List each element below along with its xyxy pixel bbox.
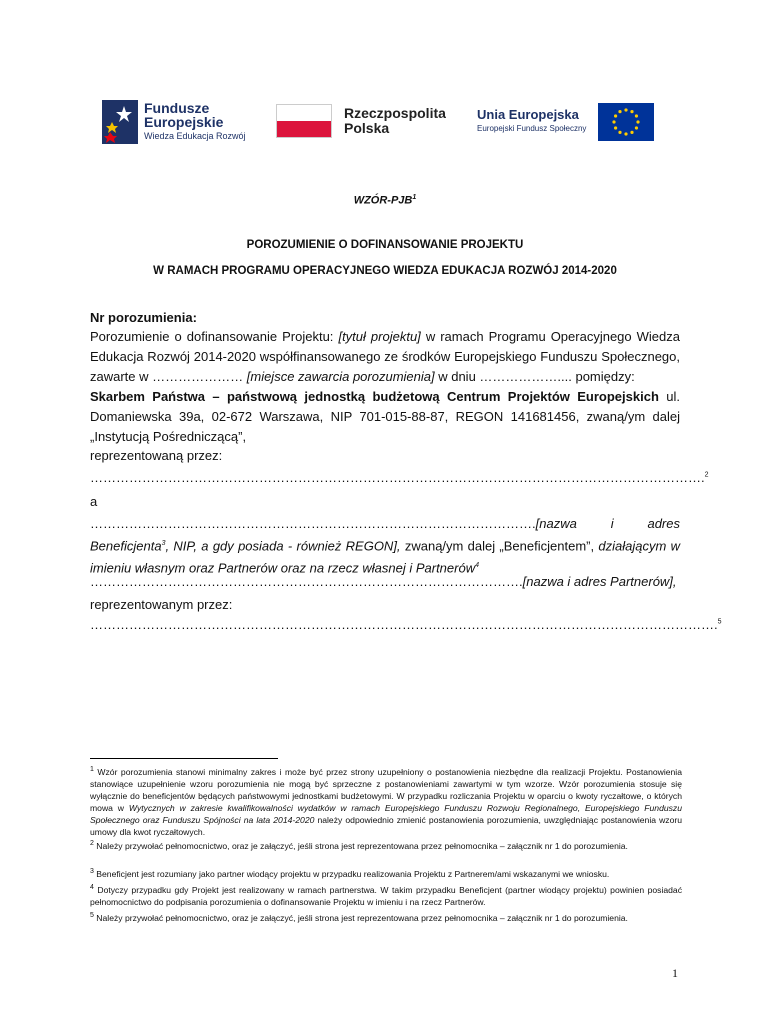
- p1-e: w dniu ……………….... pomiędzy:: [434, 369, 635, 384]
- title-line2: W RAMACH PROGRAMU OPERACYJNEGO WIEDZA EDUKACJA ROZWÓJ 2014-2020: [153, 265, 617, 277]
- wzor-label: [90, 194, 680, 207]
- dots4: ……………………………………………………………………………………………………………………………….: [90, 617, 718, 632]
- dots2: ………………………………………………………………………………………….: [90, 516, 536, 531]
- f1-b: Wytycznych w zakresie kwalifikowalności wydatków w ramach Europejskiego Funduszu Rozwoju Regionalnego, Europejskiego Funduszu Społecznego oraz Funduszu Spójności na lata 2014-2020: [90, 802, 683, 825]
- ben-a: [nazwa i adres Beneficjenta: [90, 516, 680, 554]
- f4-text: Dotyczy przypadku gdy Projekt jest realizowany w ramach partnerstwa. W takim przypadku Beneficjent (partner wiodący projektu) powinien posiadać pełnomocnictwo do podpisania porozumienia o dofinansowanie Projektu w imieniu i na rzecz Partnerów.: [90, 884, 682, 907]
- f1-num: 1: [90, 766, 94, 773]
- paragraph-beneficjent: [90, 514, 680, 579]
- f3-num: 3: [90, 868, 94, 875]
- footnote-separator: [90, 758, 278, 759]
- logo-bar: [0, 95, 770, 155]
- p1-c: w ramach Programu Operacyjnego Wiedza Edukacja Rozwój 2014-2020 współfinansowanego ze środków Europejskiego Funduszu Społecznego, zawarte w …………………: [90, 329, 680, 384]
- ben-c: zwaną/ym dalej „Beneficjentem”,: [400, 538, 599, 554]
- reprezentowana-label: reprezentowaną przez:: [90, 448, 223, 463]
- dots1: …………………………………………………………………………………………………………………………….: [90, 470, 705, 485]
- p1-a: Porozumienie o dofinansowanie Projektu:: [90, 329, 339, 344]
- f5-text: Należy przywołać pełnomocnictwo, oraz je załączyć, jeśli strona jest reprezentowana przez pełnomocnika – załącznik nr 1 do porozumienia.: [93, 912, 628, 923]
- ben-d: działającym w imieniu własnym oraz Partnerów oraz na rzecz własnej i Partnerów: [90, 538, 680, 576]
- ue-line1: Unia Europejska: [477, 107, 579, 122]
- f1-a: Wzór porozumienia stanowi minimalny zakres i może być przez strony uzupełniony o postanowienia niezbędne dla realizacji Projektu. Postanowienia stanowiące uzupełnienie wzoru porozumienia nie mogą być sprzeczne z postanowieniami zawartymi w tym wzorze. Wzór porozumienia stosuje się wyłącznie do beneficjentów będących państwowymi jednostkami budżetowymi. W przypadku rozliczania Projektu w oparciu o kwoty ryczałtowe, o których mowa w: [90, 766, 682, 813]
- page-number: 1: [672, 966, 678, 980]
- f4-num: 4: [90, 884, 94, 891]
- fe-line1: Fundusze: [144, 100, 210, 116]
- footnote-2: [90, 838, 682, 852]
- partners: [nazwa i adres Partnerów],: [522, 574, 677, 589]
- fe-line3: Wiedza Edukacja Rozwój: [144, 131, 246, 141]
- footnote-4: [90, 882, 682, 908]
- f2-num: 2: [90, 840, 94, 847]
- sup5: 5: [717, 618, 722, 626]
- rp-line2: Polska: [344, 120, 390, 136]
- rzeczpospolita-logo: [276, 104, 446, 138]
- wzor-text: WZÓR-PJB: [353, 194, 413, 207]
- f5-num: 5: [90, 912, 94, 919]
- paragraph-intro: [90, 327, 680, 387]
- ben-b: , NIP, a gdy posiada - również REGON],: [165, 538, 401, 554]
- polish-flag-icon: [276, 104, 332, 138]
- p2-a: Skarbem Państwa – państwową jednostką budżetową Centrum Projektów Europejskich: [90, 389, 659, 404]
- dots-line-1: [90, 470, 709, 485]
- footnote-1: [90, 764, 682, 838]
- ue-line2: Europejski Fundusz Społeczny: [477, 124, 587, 133]
- rp-line1: Rzeczpospolita: [344, 105, 446, 121]
- dots3: ……………………………………………………………………………………….: [90, 574, 523, 589]
- p1-d: [miejsce zawarcia porozumienia]: [246, 369, 435, 384]
- dots-line-3: [90, 574, 680, 589]
- sup3: 3: [161, 540, 166, 547]
- sup2: 2: [704, 471, 709, 479]
- f3-text: Beneficjent jest rozumiany jako partner wiodący projektu w przypadku realizowania Projektu z Partnerem/ami wskazanymi we wniosku.: [93, 868, 610, 879]
- p1-b: [tytuł projektu]: [338, 329, 421, 344]
- p2-b: ul. Domaniewska 39a, 02-672 Warszawa, NIP 701-015-88-87, REGON 141681456, zwaną/ym dalej „Instytucją Pośredniczącą”,: [90, 389, 680, 444]
- f1-c: należy odpowiednio zmienić postanowienia porozumienia, uwzględniając postanowienia wzoru umowy dla kwot ryczałtowych.: [90, 814, 683, 837]
- fundusze-europejskie-logo: [102, 100, 246, 144]
- dots-line-4: [90, 617, 722, 632]
- fe-star-icon: [102, 100, 138, 144]
- reprezentowanym-label: reprezentowanym przez:: [90, 597, 233, 612]
- sup4: 4: [475, 562, 479, 570]
- footnote-3: [90, 866, 682, 880]
- unia-europejska-logo: [477, 103, 654, 141]
- nr-porozumienia: Nr porozumienia:: [90, 310, 197, 325]
- f2-text: Należy przywołać pełnomocnictwo, oraz je załączyć, jeśli strona jest reprezentowana przez pełnomocnika – załącznik nr 1 do porozumienia.: [93, 840, 628, 851]
- footnote-5: [90, 910, 682, 924]
- paragraph-party1: [90, 387, 680, 447]
- fe-line2: Europejskie: [144, 114, 224, 130]
- title-line1: POROZUMIENIE O DOFINANSOWANIE PROJEKTU: [246, 239, 524, 251]
- a-conjunction: a: [90, 494, 98, 509]
- wzor-sup: 1: [412, 194, 417, 201]
- eu-flag-icon: [598, 103, 654, 141]
